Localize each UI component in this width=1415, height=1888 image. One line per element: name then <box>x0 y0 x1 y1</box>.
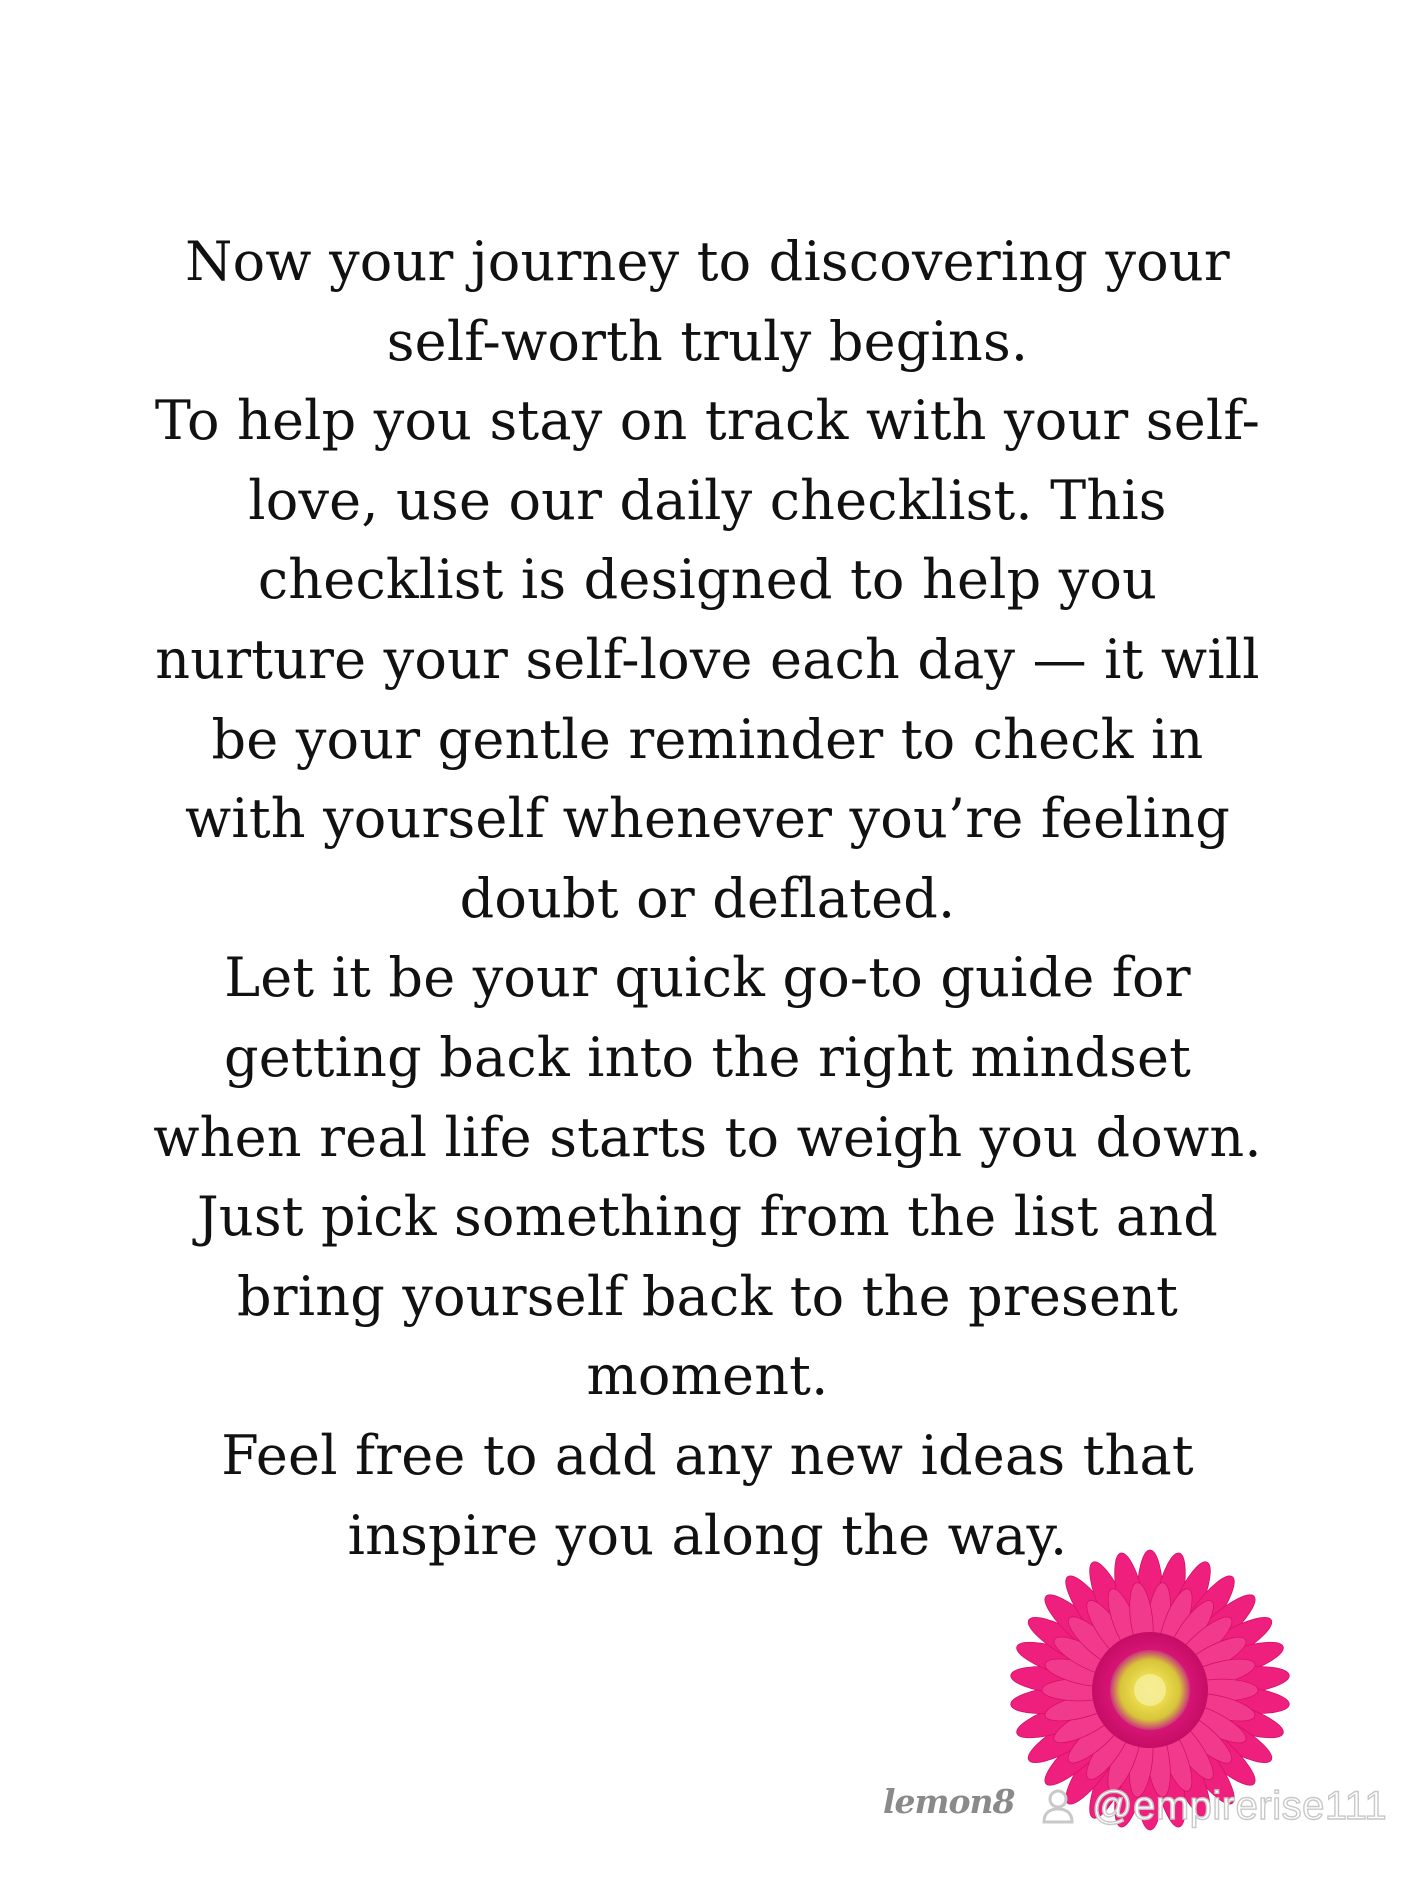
lemon8-logo: lemon8 <box>883 1782 1015 1821</box>
text-line: love, use our daily checklist. This <box>248 468 1167 532</box>
text-line: checklist is designed to help you <box>257 548 1158 612</box>
text-line: Feel free to add any new ideas that <box>221 1423 1194 1487</box>
user-icon <box>1038 1786 1078 1826</box>
text-line: when real life starts to weigh you down. <box>153 1105 1262 1169</box>
text-line: be your gentle reminder to check in <box>211 707 1204 771</box>
text-line: inspire you along the way. <box>347 1503 1068 1567</box>
text-line: To help you stay on track with your self- <box>154 389 1261 453</box>
user-handle: @empirerise111 <box>1092 1784 1388 1828</box>
text-line: Now your journey to discovering your <box>185 230 1230 293</box>
text-line: Just pick something from the list and <box>197 1185 1218 1249</box>
flower-center-highlight <box>1134 1674 1166 1706</box>
text-line: doubt or deflated. <box>459 866 956 930</box>
text-line: with yourself whenever you’re feeling <box>184 787 1231 851</box>
body-text <box>100 222 1315 1575</box>
text-line: moment. <box>586 1344 829 1408</box>
text-line: Let it be your quick go-to guide for <box>224 946 1191 1010</box>
text-line: bring yourself back to the present <box>236 1264 1179 1328</box>
text-line: getting back into the right mindset <box>223 1025 1192 1089</box>
text-line: self-worth truly begins. <box>386 309 1029 373</box>
text-line: nurture your self-love each day — it will <box>155 627 1260 691</box>
